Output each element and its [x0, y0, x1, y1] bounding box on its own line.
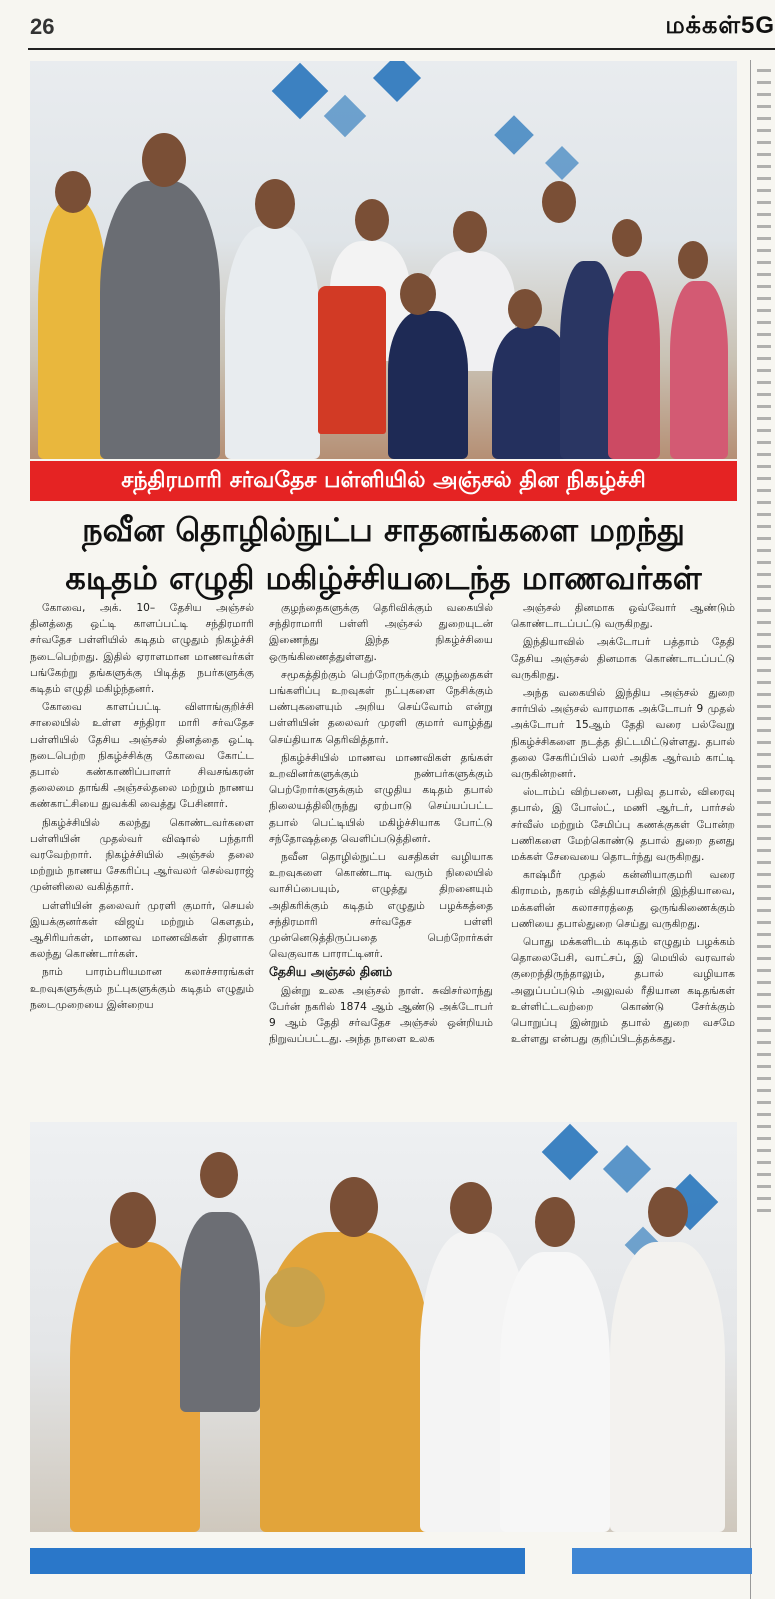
- page-number: 26: [30, 14, 55, 39]
- paragraph: இந்தியாவில் அக்டோபர் பத்தாம் தேதி தேசிய அஞ்சல் தினமாக கொண்டாடப்பட்டு வருகிறது.: [511, 636, 735, 681]
- article-column-1: [30, 600, 254, 1015]
- paragraph: நிகழ்ச்சியில் கலந்து கொண்டவர்களை பள்ளியின் முதல்வர் விஷால் பந்தாரி வரவேற்றார். நிகழ்ச்சியில் அஞ்சல் தலை மற்றும் நாணய சேகரிப்பு ஆர்வலர் செல்வராஜ் முன்னிலை வகித்தார்.: [30, 816, 254, 894]
- header-rule: [28, 48, 775, 50]
- paragraph: அந்த வகையில் இந்திய அஞ்சல் துறை சார்பில் அஞ்சல் வாரமாக அக்டோபர் 9 முதல் அக்டோபர் 15ஆம் தேதி வரை பல்வேறு நிகழ்ச்சிகளை நடத்த திட்டமிட்டுள்ளது. தபால் தலை சேகரிப்பில் பலர் அதிக ஆர்வம் காட்டி வருகின்றனர்.: [511, 687, 735, 781]
- paragraph: அஞ்சல் தினமாக ஒவ்வோர் ஆண்டும் கொண்டாடப்பட்டு வருகிறது.: [511, 602, 735, 631]
- paragraph: கோவை, அக். 10– தேசிய அஞ்சல் தினத்தை ஒட்டி காளப்பட்டி சந்திரமாரி சர்வதேச பள்ளியில் கடிதம் எழுதும் நிகழ்ச்சி நடைபெற்றது. இதில் ஏராளமான மாணவர்கள் பங்கேற்று தங்களுக்கு பிடித்த நபர்களுக்கு கடிதம் எழுதி மகிழ்ந்தனர்.: [30, 602, 254, 696]
- headline-line-2: கடிதம் எழுதி மகிழ்ச்சியடைந்த மாணவர்கள்: [65, 559, 702, 597]
- adjacent-column-edge: [750, 60, 775, 1599]
- headline-line-1: நவீன தொழில்நுட்ப சாதனங்களை மறந்து: [82, 511, 685, 549]
- paragraph: ஸ்டாம்ப் விற்பனை, பதிவு தபால், விரைவு தபால், இ போஸ்ட், மணி ஆர்டர், பார்சல் சர்வீஸ் மற்றும் சேமிப்பு கணக்குகள் போன்ற பணிகளை மேற்கொண்டு தபால் துறை தனது மக்கள் சேவையை தொடர்ந்து வருகிறது.: [511, 786, 735, 864]
- event-photo-students: [30, 61, 737, 459]
- article-body: [30, 600, 737, 1118]
- masthead: மக்கள்5G: [665, 12, 775, 39]
- paragraph: குழந்தைகளுக்கு தெரிவிக்கும் வகையில் சந்திராமாரி பள்ளி அஞ்சல் துறையுடன் இணைந்து இந்த நிகழ்ச்சியை ஒருங்கிணைத்துள்ளது.: [269, 602, 493, 663]
- paragraph: நாம் பாரம்பரியமான கலாச்சாரங்கள் உறவுகளுக்கும் நட்புகளுக்கும் கடிதம் எழுதும் நடைமுறையை இன்றைய: [30, 966, 254, 1011]
- paragraph: பொது மக்களிடம் கடிதம் எழுதும் பழக்கம் தொலைபேசி, வாட்சப், இ மெயில் வரவால் குறைந்திருந்தாலும், தபால் வழியாக அனுப்பப்படும் அலுவல் ரீதியான கடிதங்கள் உள்ளிட்டவற்றை கொண்டு சேர்க்கும் பொறுப்பு இன்றும் தபால் துறை வசமே உள்ளது என்பது குறிப்பிடத்தக்கது.: [511, 936, 735, 1046]
- event-banner: சந்திரமாரி சர்வதேச பள்ளியில் அஞ்சல் தின நிகழ்ச்சி: [30, 461, 737, 501]
- paragraph: நிகழ்ச்சியில் மாணவ மாணவிகள் தங்கள் உறவினர்களுக்கும் நண்பர்களுக்கும் பெற்றோர்களுக்கும் எழுதிய கடிதம் தபால் நிலையத்திலிருந்து ஏற்பாடு செய்யப்பட்ட தபால் பெட்டியில் மகிழ்ச்சியாக போட்டு சந்தோஷத்தை வெளிப்படுத்தினர்.: [269, 751, 493, 845]
- next-story-strip: [30, 1548, 525, 1574]
- next-story-strip-right: [572, 1548, 752, 1574]
- article-column-3: [511, 600, 735, 1049]
- paragraph: காஷ்மீர் முதல் கன்னியாகுமரி வரை கிராமம், நகரம் வித்தியாசமின்றி இந்தியாவை, மக்களின் கலாசாரத்தை ஒருங்கிணைக்கும் பணியை தபால்துறை செய்து வருகிறது.: [511, 869, 735, 930]
- paragraph: இன்று உலக அஞ்சல் நாள். சுவிசர்லாந்து பேர்ன் நகரில் 1874 ஆம் ஆண்டு அக்டோபர் 9 ஆம் தேதி சர்வதேச அஞ்சல் ஒன்றியம் நிறுவப்பட்டது. அந்த நாளை உலக: [269, 984, 493, 1046]
- paragraph: நவீன தொழில்நுட்ப வசதிகள் வழியாக உறவுகளை கொண்டாடி வரும் நிலையில் வாசிப்பையும், எழுத்து திறனையும் அதிகரிக்கும் கடிதம் எழுதும் பழக்கத்தை சந்திரமாரி சர்வதேச பள்ளி முன்னெடுத்திருப்பதை பெற்றோர்கள் வெகுவாக பாராட்டினர்.: [269, 851, 493, 961]
- subheading: தேசிய அஞ்சல் தினம்: [269, 964, 393, 980]
- paragraph: கோவை காளப்பட்டி விளாங்குறிச்சி சாலையில் உள்ள சந்திரா மாரி சர்வதேச பள்ளியில் தேசிய அஞ்சல் தினத்தை ஒட்டி நடைபெற்ற நிகழ்ச்சிக்கு கோவை கோட்ட தபால் கண்காணிப்பாளர் சிவசங்கரன் தலைமை தாங்கி அஞ்சல்தலை மற்றும் நாணய கண்காட்சியை துவக்கி வைத்து பேசினார்.: [30, 701, 254, 811]
- paragraph: சமூகத்திற்கும் பெற்றோருக்கும் குழந்தைகள் பங்களிப்பு உறவுகள் நட்புகளை நேசிக்கும் பண்புகளையும் அறிய செய்வோம் என்று பள்ளியின் தலைவர் முரளி குமார் வாழ்த்து செய்தியாக தெரிவித்தார்.: [269, 668, 493, 746]
- event-photo-felicitation: [30, 1122, 737, 1532]
- paragraph: பள்ளியின் தலைவர் முரளி குமார், செயல் இயக்குனர்கள் விஜய் மற்றும் கௌதம், ஆசிரியர்கள், மாணவ மாணவிகள் திரளாக கலந்து கொண்டார்கள்.: [30, 899, 254, 961]
- article-column-2: [269, 600, 493, 1049]
